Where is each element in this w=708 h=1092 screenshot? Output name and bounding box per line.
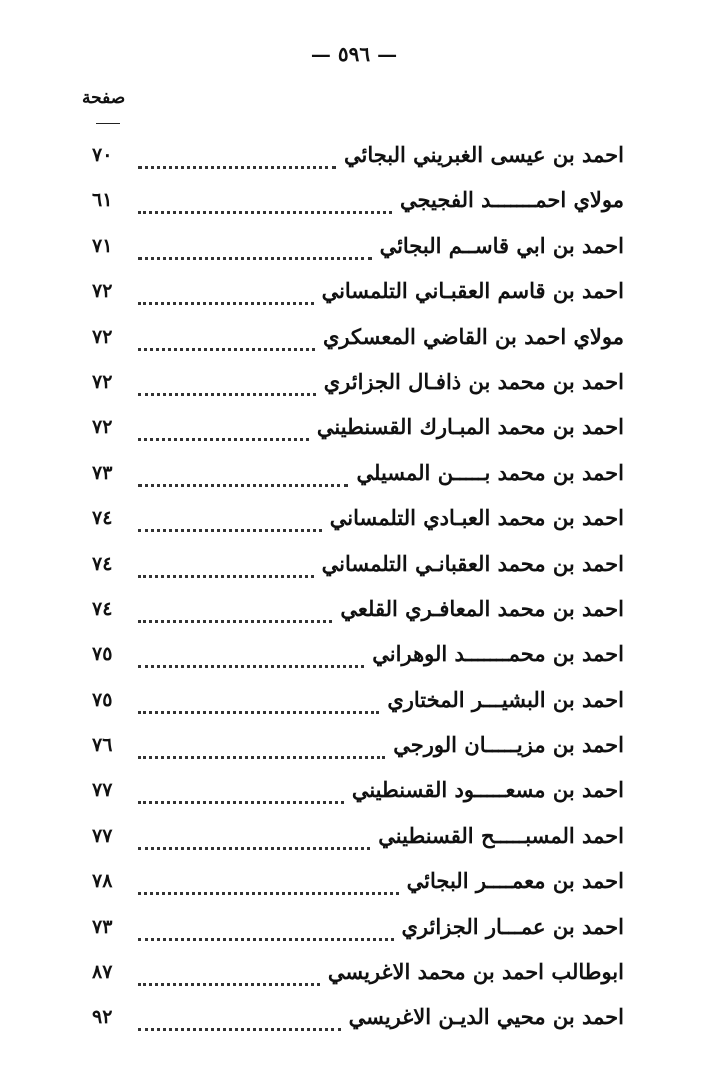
index-entry bbox=[0, 276, 708, 321]
index-entry bbox=[0, 322, 708, 367]
dot-leader bbox=[138, 1028, 341, 1031]
entry-name: ابوطالب احمد بن محمد الاغريسي bbox=[327, 959, 624, 985]
index-entry bbox=[0, 185, 708, 230]
entry-page-number: ٦١ bbox=[92, 189, 113, 212]
dot-leader bbox=[138, 348, 315, 351]
index-entry bbox=[0, 912, 708, 957]
entry-page-number: ٧٠ bbox=[92, 144, 113, 166]
index-entry bbox=[0, 549, 708, 594]
entry-name: احمد بن عيسى الغبريني البجائي bbox=[343, 142, 624, 167]
dot-leader bbox=[138, 711, 379, 714]
dot-leader bbox=[138, 847, 370, 850]
dot-leader bbox=[138, 211, 392, 214]
index-entry bbox=[0, 458, 708, 503]
index-entry bbox=[0, 231, 708, 276]
entry-page-number: ٧٥ bbox=[92, 688, 113, 711]
entry-page-number: ٧٢ bbox=[92, 325, 113, 348]
page-number: — ٥٩٦ — bbox=[310, 42, 398, 66]
entry-name: احمد بن مسعـــــود القسنطيني bbox=[351, 777, 624, 803]
entry-page-number: ٧٥ bbox=[92, 643, 113, 666]
entry-name: احمد بن محمـــــــد الوهراني bbox=[372, 641, 624, 667]
entry-page-number: ٧٣ bbox=[92, 915, 113, 938]
page-column-label: صفحة bbox=[82, 88, 126, 108]
entry-name: احمد بن محمد العقبانـي التلمساني bbox=[321, 550, 624, 576]
index-entry bbox=[0, 775, 708, 820]
entry-name: احمد بن معمــــر البجائي bbox=[406, 868, 624, 894]
entry-name: احمد بن محمد المبـارك القسنطيني bbox=[316, 414, 624, 440]
entry-page-number: ٧٣ bbox=[92, 461, 113, 484]
entry-page-number: ٧٨ bbox=[92, 870, 113, 893]
index-entry bbox=[0, 685, 708, 730]
entry-name: احمد بن محمد بـــــن المسيلي bbox=[356, 459, 624, 485]
index-entry bbox=[0, 639, 708, 684]
dot-leader bbox=[138, 484, 348, 487]
entry-page-number: ٧٢ bbox=[92, 370, 113, 393]
header-underline bbox=[96, 123, 120, 124]
entry-name: مولاي احمـــــــد الفجيجي bbox=[400, 187, 624, 213]
dot-leader bbox=[138, 529, 322, 532]
entry-page-number: ٧٤ bbox=[92, 597, 113, 620]
dot-leader bbox=[138, 257, 372, 260]
dot-leader bbox=[138, 575, 314, 578]
entry-name: احمد بن محمد العبـادي التلمساني bbox=[329, 505, 624, 531]
entry-page-number: ٧٤ bbox=[92, 552, 113, 575]
entry-name: احمد بن مزيـــــان الورجي bbox=[393, 732, 624, 758]
entry-page-number: ٩٢ bbox=[92, 1006, 113, 1029]
dot-leader bbox=[138, 166, 336, 169]
entry-page-number: ٧٦ bbox=[92, 734, 113, 757]
entry-page-number: ٧٢ bbox=[92, 280, 113, 303]
index-entry bbox=[0, 594, 708, 639]
entry-page-number: ٧٧ bbox=[92, 779, 113, 802]
index-entry bbox=[0, 866, 708, 911]
dot-leader bbox=[138, 620, 332, 623]
entry-name: احمد المسبـــــح القسنطيني bbox=[378, 822, 624, 848]
entry-name: احمد بن ابي قاســم البجائي bbox=[379, 232, 624, 258]
dot-leader bbox=[138, 393, 316, 396]
entry-name: احمد بن قاسم العقبـاني التلمساني bbox=[321, 278, 624, 304]
dot-leader bbox=[138, 892, 399, 895]
dot-leader bbox=[138, 302, 314, 305]
entry-page-number: ٧٤ bbox=[92, 507, 113, 530]
dot-leader bbox=[138, 756, 385, 759]
index-entry bbox=[0, 412, 708, 457]
index-entry bbox=[0, 1002, 708, 1047]
entry-name: احمد بن محيي الديـن الاغريسي bbox=[348, 1004, 624, 1030]
index-list bbox=[0, 140, 708, 1048]
entry-page-number: ٧٧ bbox=[92, 824, 113, 847]
dot-leader bbox=[138, 665, 364, 668]
entry-page-number: ٧٢ bbox=[92, 416, 113, 439]
index-entry bbox=[0, 367, 708, 412]
index-entry bbox=[0, 730, 708, 775]
entry-name: احمد بن محمد بن ذافـال الجزائري bbox=[323, 368, 624, 394]
entry-page-number: ٨٧ bbox=[92, 961, 113, 984]
entry-name: احمد بن محمد المعافـري القلعي bbox=[340, 595, 624, 621]
index-entry bbox=[0, 503, 708, 548]
dot-leader bbox=[138, 801, 344, 804]
index-entry bbox=[0, 140, 708, 185]
index-entry bbox=[0, 957, 708, 1002]
entry-name: احمد بن البشيـــر المختاري bbox=[387, 686, 624, 712]
dot-leader bbox=[138, 938, 394, 941]
entry-page-number: ٧١ bbox=[92, 234, 113, 257]
entry-name: احمد بن عمـــار الجزائري bbox=[401, 913, 624, 939]
entry-name: مولاي احمد بن القاضي المعسكري bbox=[322, 323, 624, 349]
dot-leader bbox=[138, 438, 309, 441]
dot-leader bbox=[138, 983, 320, 986]
index-entry bbox=[0, 821, 708, 866]
